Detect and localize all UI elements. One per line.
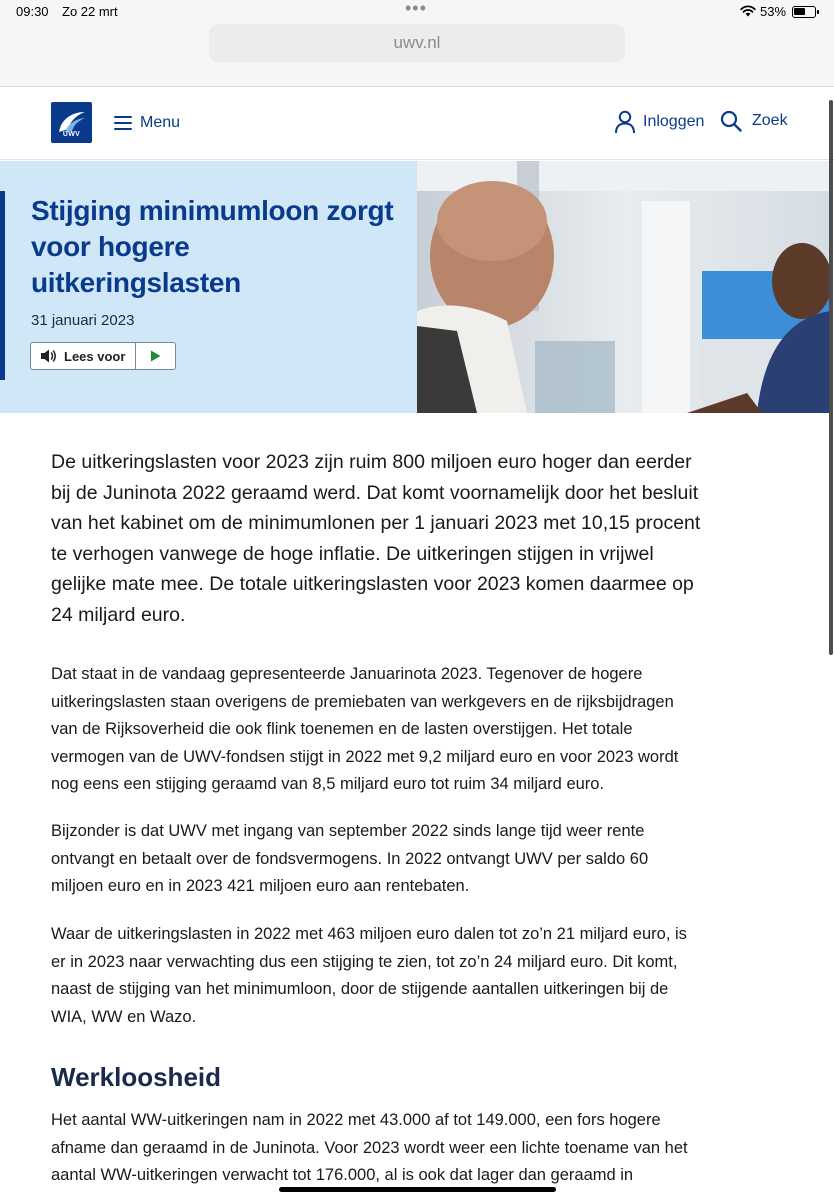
- scrollbar-thumb[interactable]: [829, 100, 833, 655]
- scrollbar[interactable]: [828, 100, 834, 1199]
- menu-label: Menu: [140, 114, 181, 131]
- read-aloud-button[interactable]: [31, 343, 136, 369]
- home-indicator[interactable]: [279, 1187, 556, 1192]
- read-aloud-widget: [30, 342, 176, 370]
- address-bar[interactable]: uwv.nl: [209, 24, 625, 62]
- battery-percentage: 53%: [760, 4, 787, 19]
- search-icon: [720, 110, 742, 132]
- hamburger-icon: [114, 116, 132, 130]
- battery-icon: [792, 6, 816, 18]
- speaker-icon: [40, 348, 58, 364]
- office-scene-image: [417, 161, 830, 413]
- hero-photo: [417, 161, 830, 413]
- status-time: 09:30: [16, 4, 49, 19]
- publish-date: 31 januari 2023: [31, 312, 135, 329]
- login-label: Inloggen: [643, 113, 705, 130]
- section-heading: Werkloosheid: [51, 1062, 222, 1092]
- logo-text: UWV: [62, 131, 81, 138]
- read-aloud-label: Lees voor: [64, 348, 126, 364]
- search-label: Zoek: [752, 112, 788, 129]
- hero-accent-bar: [0, 191, 5, 380]
- status-bar: [0, 0, 834, 22]
- article-lead: De uitkeringslasten voor 2023 zijn ruim 800 miljoen euro hoger dan eerder bij de Juninota 2022 geraamd werd. Dat komt voornamelijk door het besluit van het kabinet om de minimumlonen per 1 januari 2023 met 10,15 procent te verhogen vanwege de hoge inflatie. De uitkeringen stijgen in vrijwel gelijke mate mee. De totale uitkeringslasten voor 2023 komen daarmee op 24 miljard euro.: [51, 451, 701, 626]
- article-paragraph: Dat staat in de vandaag gepresenteerde Januarinota 2023. Tegenover de hogere uitkeringslasten staan overigens de premiebaten van werkgevers en de rijksbijdragen van de Rijksoverheid die ook flink toenemen en de lasten overstijgen. Het totale vermogen van de UWV-fondsen stijgt in 2022 met 9,2 miljard euro en voor 2023 wordt nog eens een stijging geraamd van 8,5 miljard euro tot ruim 34 miljard euro.: [51, 665, 679, 793]
- article-paragraph: Het aantal WW-uitkeringen nam in 2022 met 43.000 af tot 149.000, een fors hogere afname dan geraamd in de Juninota. Voor 2023 wordt weer een lichte toename van het aantal WW-uitkeringen verwacht tot 176.000, al is ook dat lager dan geraamd in: [51, 1111, 688, 1184]
- browser-chrome: [0, 0, 834, 87]
- menu-button[interactable]: [114, 112, 180, 134]
- login-button[interactable]: [614, 110, 704, 134]
- page-title: Stijging minimumloon zorgt voor hogere uitkeringslasten: [31, 195, 394, 298]
- wifi-icon: [740, 5, 756, 17]
- uwv-logo[interactable]: [51, 102, 92, 143]
- article-paragraph: Waar de uitkeringslasten in 2022 met 463 miljoen euro dalen tot zo’n 21 miljard euro, is er in 2023 naar verwachting dus een stijging te zien, tot zo’n 24 miljard euro. Dit komt, naast de stijging van het minimumloon, door de stijgende aantallen uitkeringen bij de WIA, WW en Wazo.: [51, 925, 687, 1026]
- play-button[interactable]: [136, 343, 175, 369]
- user-icon: [614, 110, 636, 134]
- site-header: [0, 88, 834, 160]
- article-paragraph: Bijzonder is dat UWV met ingang van september 2022 sinds lange tijd weer rente ontvangt en betaalt over de fondsvermogens. In 2022 ontvangt UWV per saldo 60 miljoen euro en in 2023 421 miljoen euro aan rentebaten.: [51, 822, 649, 895]
- status-date: Zo 22 mrt: [62, 4, 118, 19]
- search-button[interactable]: [720, 110, 788, 132]
- play-icon: [150, 350, 161, 362]
- multitask-dots[interactable]: •••: [405, 0, 427, 18]
